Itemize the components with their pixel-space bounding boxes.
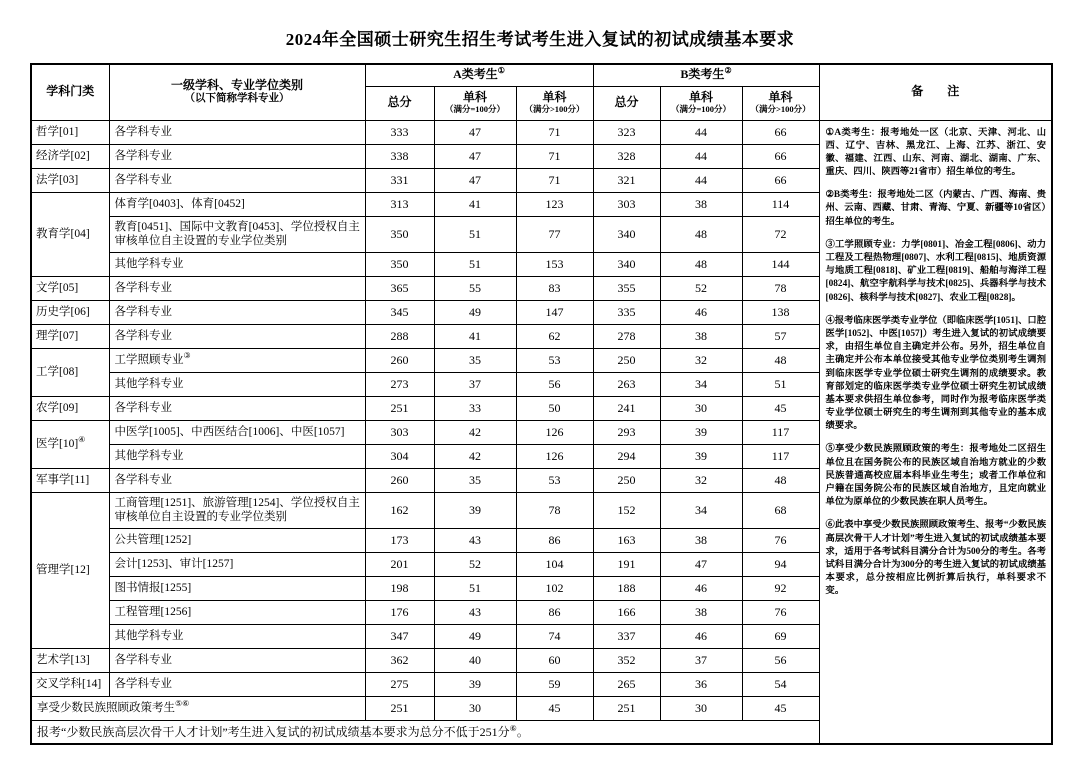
score-cell: 59 [516, 672, 593, 696]
single-label: 单科 [768, 90, 793, 105]
score-cell: 263 [593, 372, 660, 396]
score-cell: 241 [593, 396, 660, 420]
score-cell: 293 [593, 420, 660, 444]
score-cell: 30 [660, 696, 742, 720]
score-cell: 34 [660, 372, 742, 396]
score-cell: 273 [365, 372, 434, 396]
category-cell: 军事学[11] [31, 468, 109, 492]
score-cell: 71 [516, 168, 593, 192]
score-cell: 44 [660, 168, 742, 192]
discipline-cell: 其他学科专业 [109, 444, 365, 468]
header-a-single-eq100 [434, 86, 516, 120]
score-cell: 45 [742, 396, 819, 420]
score-cell: 53 [516, 468, 593, 492]
discipline-cell: 各学科专业 [109, 672, 365, 696]
score-cell: 72 [742, 216, 819, 252]
score-cell: 104 [516, 552, 593, 576]
discipline-cell [109, 348, 365, 372]
header-a-single-gt100 [516, 86, 593, 120]
score-cell: 52 [434, 552, 516, 576]
header-b-single-gt100 [742, 86, 819, 120]
score-cell: 41 [434, 324, 516, 348]
score-cell: 188 [593, 576, 660, 600]
score-cell: 138 [742, 300, 819, 324]
score-cell: 60 [516, 648, 593, 672]
score-cell: 304 [365, 444, 434, 468]
score-cell: 313 [365, 192, 434, 216]
score-cell: 275 [365, 672, 434, 696]
score-cell: 260 [365, 348, 434, 372]
score-cell: 191 [593, 552, 660, 576]
score-cell: 49 [434, 300, 516, 324]
category-cell: 哲学[01] [31, 120, 109, 144]
group-a-label: A类考生 [453, 67, 498, 82]
score-cell: 265 [593, 672, 660, 696]
discipline-cell: 各学科专业 [109, 468, 365, 492]
discipline-cell: 教育[0451]、国际中文教育[0453]、学位授权自主审核单位自主设置的专业学位类别 [109, 216, 365, 252]
score-cell: 323 [593, 120, 660, 144]
score-cell: 52 [660, 276, 742, 300]
score-cell: 335 [593, 300, 660, 324]
single-gt100-sub: （满分>100分） [524, 104, 585, 115]
header-subject-category: 学科门类 [31, 64, 109, 120]
header-notes: 备 注 [819, 64, 1052, 120]
score-cell: 71 [516, 120, 593, 144]
footer-note-period: 。 [516, 725, 529, 740]
score-cell: 117 [742, 420, 819, 444]
score-cell: 86 [516, 528, 593, 552]
category-cell: 历史学[06] [31, 300, 109, 324]
category-cell: 艺术学[13] [31, 648, 109, 672]
score-cell: 38 [660, 600, 742, 624]
discipline-cell: 各学科专业 [109, 396, 365, 420]
score-cell: 62 [516, 324, 593, 348]
score-cell: 144 [742, 252, 819, 276]
single-eq100-sub: （满分=100分） [670, 104, 732, 115]
score-cell: 176 [365, 600, 434, 624]
score-cell: 38 [660, 192, 742, 216]
score-cell: 50 [516, 396, 593, 420]
footnote-mark: ⑤⑥ [175, 698, 190, 708]
score-cell: 303 [593, 192, 660, 216]
score-cell: 114 [742, 192, 819, 216]
score-cell: 260 [365, 468, 434, 492]
score-cell: 333 [365, 120, 434, 144]
score-cell: 45 [516, 696, 593, 720]
score-cell: 36 [660, 672, 742, 696]
score-cell: 30 [660, 396, 742, 420]
score-cell: 49 [434, 624, 516, 648]
single-gt100-sub: （满分>100分） [750, 104, 811, 115]
score-cell: 198 [365, 576, 434, 600]
score-cell: 68 [742, 492, 819, 528]
score-cell: 77 [516, 216, 593, 252]
score-cell: 345 [365, 300, 434, 324]
discipline-cell: 中医学[1005]、中西医结合[1006]、中医[1057] [109, 420, 365, 444]
group-a-footnote-mark: ① [497, 66, 505, 76]
discipline-cell: 会计[1253]、审计[1257] [109, 552, 365, 576]
score-cell: 278 [593, 324, 660, 348]
score-cell: 152 [593, 492, 660, 528]
header-group-b [593, 64, 819, 86]
score-cell: 76 [742, 600, 819, 624]
score-cell: 251 [365, 696, 434, 720]
table-row [31, 120, 1052, 144]
score-cell: 48 [660, 216, 742, 252]
score-table [30, 63, 1053, 745]
score-cell: 201 [365, 552, 434, 576]
score-cell: 46 [660, 300, 742, 324]
discipline-cell: 各学科专业 [109, 300, 365, 324]
notes-cell [819, 120, 1052, 744]
score-cell: 251 [593, 696, 660, 720]
score-cell: 147 [516, 300, 593, 324]
discipline-cell: 各学科专业 [109, 648, 365, 672]
score-cell: 46 [660, 576, 742, 600]
note-paragraph: ②B类考生：报考地处二区（内蒙古、广西、海南、贵州、云南、西藏、甘肃、青海、宁夏、新疆等10省区）招生单位的考生。 [825, 190, 1047, 227]
discipline-cell: 其他学科专业 [109, 372, 365, 396]
score-cell: 39 [660, 444, 742, 468]
score-cell: 48 [660, 252, 742, 276]
score-cell: 337 [593, 624, 660, 648]
single-label: 单科 [462, 90, 487, 105]
score-cell: 33 [434, 396, 516, 420]
score-cell: 47 [434, 120, 516, 144]
score-cell: 173 [365, 528, 434, 552]
header-discipline-line2: （以下简称学科专业） [184, 93, 290, 105]
score-cell: 163 [593, 528, 660, 552]
score-cell: 44 [660, 120, 742, 144]
page-title: 2024年全国硕士研究生招生考试考生进入复试的初试成绩基本要求 [285, 30, 795, 49]
header-b-single-eq100 [660, 86, 742, 120]
discipline-cell: 图书情报[1255] [109, 576, 365, 600]
score-cell: 328 [593, 144, 660, 168]
score-cell: 74 [516, 624, 593, 648]
score-cell: 303 [365, 420, 434, 444]
score-cell: 39 [434, 492, 516, 528]
score-cell: 250 [593, 348, 660, 372]
score-cell: 166 [593, 600, 660, 624]
minority-policy-row-label [31, 696, 365, 720]
score-cell: 42 [434, 444, 516, 468]
category-cell: 管理学[12] [31, 492, 109, 648]
category-cell: 教育学[04] [31, 192, 109, 276]
header-group-a [365, 64, 593, 86]
score-cell: 35 [434, 348, 516, 372]
score-cell: 51 [742, 372, 819, 396]
category-cell: 经济学[02] [31, 144, 109, 168]
score-cell: 39 [660, 420, 742, 444]
score-cell: 47 [660, 552, 742, 576]
discipline-cell: 其他学科专业 [109, 252, 365, 276]
score-cell: 35 [434, 468, 516, 492]
score-cell: 51 [434, 252, 516, 276]
score-cell: 41 [434, 192, 516, 216]
score-cell: 338 [365, 144, 434, 168]
score-cell: 321 [593, 168, 660, 192]
score-cell: 34 [660, 492, 742, 528]
score-cell: 66 [742, 168, 819, 192]
score-cell: 71 [516, 144, 593, 168]
score-cell: 153 [516, 252, 593, 276]
discipline-cell: 各学科专业 [109, 324, 365, 348]
score-cell: 365 [365, 276, 434, 300]
score-cell: 294 [593, 444, 660, 468]
score-cell: 37 [434, 372, 516, 396]
header-b-total: 总分 [593, 86, 660, 120]
score-cell: 38 [660, 528, 742, 552]
score-cell: 32 [660, 348, 742, 372]
score-cell: 45 [742, 696, 819, 720]
discipline-cell: 各学科专业 [109, 120, 365, 144]
score-cell: 83 [516, 276, 593, 300]
header-discipline [109, 64, 365, 120]
score-cell: 57 [742, 324, 819, 348]
score-cell: 56 [516, 372, 593, 396]
header-row-1 [31, 64, 1052, 86]
score-cell: 47 [434, 144, 516, 168]
footnote-mark: ④ [78, 434, 86, 444]
score-cell: 43 [434, 528, 516, 552]
discipline-cell: 工程管理[1256] [109, 600, 365, 624]
score-cell: 362 [365, 648, 434, 672]
score-cell: 78 [742, 276, 819, 300]
header-discipline-line1: 一级学科、专业学位类别 [170, 78, 303, 93]
score-cell: 56 [742, 648, 819, 672]
score-cell: 126 [516, 420, 593, 444]
score-cell: 347 [365, 624, 434, 648]
discipline-cell: 各学科专业 [109, 276, 365, 300]
single-label: 单科 [542, 90, 567, 105]
score-cell: 48 [742, 468, 819, 492]
score-cell: 51 [434, 216, 516, 252]
discipline-cell: 公共管理[1252] [109, 528, 365, 552]
score-cell: 66 [742, 144, 819, 168]
footer-note-text: 报考“少数民族高层次骨干人才计划”考生进入复试的初试成绩基本要求为总分不低于251分 [37, 725, 510, 740]
score-cell: 38 [660, 324, 742, 348]
footer-note [31, 720, 819, 744]
note-paragraph: ④报考临床医学类专业学位（即临床医学[1051]、口腔医学[1052]、中医[1057]）考生进入复试的初试成绩要求，由招生单位自主确定并公布。另外，招生单位自主确定并公布本单位接受其他专业学位类别考生调剂到临床医学专业学位硕士研究生调剂的成绩要求。教育部划定的临床医学类专业学位硕士研究生初试成绩基本要求供招生单位参考，同时作为报考临床医学类专业学位硕士研究生的考生调剂到其他专业的基本成绩要求。 [825, 315, 1047, 432]
discipline-cell: 体育学[0403]、体育[0452] [109, 192, 365, 216]
score-cell: 43 [434, 600, 516, 624]
score-cell: 331 [365, 168, 434, 192]
category-cell: 法学[03] [31, 168, 109, 192]
score-cell: 355 [593, 276, 660, 300]
footnote-mark: ③ [183, 350, 191, 360]
score-cell: 53 [516, 348, 593, 372]
category-cell: 交叉学科[14] [31, 672, 109, 696]
score-cell: 54 [742, 672, 819, 696]
category-label: 医学[10] [36, 437, 79, 450]
score-cell: 126 [516, 444, 593, 468]
note-paragraph: ①A类考生：报考地处一区（北京、天津、河北、山西、辽宁、吉林、黑龙江、上海、江苏、浙江、安徽、福建、江西、山东、河南、湖北、湖南、广东、重庆、四川、陕西等21省市）招生单位的考生。 [825, 127, 1047, 178]
score-cell: 94 [742, 552, 819, 576]
score-cell: 46 [660, 624, 742, 648]
score-cell: 162 [365, 492, 434, 528]
score-cell: 30 [434, 696, 516, 720]
score-cell: 86 [516, 600, 593, 624]
score-cell: 78 [516, 492, 593, 528]
score-cell: 42 [434, 420, 516, 444]
score-cell: 288 [365, 324, 434, 348]
discipline-cell: 各学科专业 [109, 144, 365, 168]
score-cell: 66 [742, 120, 819, 144]
score-cell: 47 [434, 168, 516, 192]
discipline-label: 工学照顾专业 [114, 353, 184, 366]
note-paragraph: ③工学照顾专业：力学[0801]、冶金工程[0806]、动力工程及工程热物理[0807]、水利工程[0815]、地质资源与地质工程[0818]、矿业工程[0819]、船舶与海洋工程[0824]、航空宇航科学与技术[0825]、兵器科学与技术[0826]、核科学与技术[0827]、农业工程[0828]。 [825, 239, 1047, 303]
single-eq100-sub: （满分=100分） [444, 104, 506, 115]
score-cell: 350 [365, 216, 434, 252]
category-cell [31, 420, 109, 468]
score-cell: 48 [742, 348, 819, 372]
group-b-label: B类考生 [680, 67, 725, 82]
discipline-cell: 各学科专业 [109, 168, 365, 192]
score-cell: 92 [742, 576, 819, 600]
score-cell: 37 [660, 648, 742, 672]
single-label: 单科 [689, 90, 714, 105]
score-cell: 340 [593, 252, 660, 276]
score-cell: 55 [434, 276, 516, 300]
score-cell: 32 [660, 468, 742, 492]
category-cell: 文学[05] [31, 276, 109, 300]
note-paragraph: ⑥此表中享受少数民族照顾政策考生、报考“少数民族高层次骨干人才计划”考生进入复试的初试成绩基本要求，适用于各考试科目满分合计为500分的考生。各考试科目满分合计为300分的考生进入复试的初试成绩基本要求，总分按相应比例折算后执行，单科要求不变。 [825, 520, 1047, 597]
score-cell: 352 [593, 648, 660, 672]
score-cell: 69 [742, 624, 819, 648]
score-cell: 123 [516, 192, 593, 216]
score-cell: 51 [434, 576, 516, 600]
footnote-mark: ⑥ [509, 724, 517, 734]
score-cell: 76 [742, 528, 819, 552]
score-cell: 340 [593, 216, 660, 252]
score-cell: 350 [365, 252, 434, 276]
score-cell: 40 [434, 648, 516, 672]
score-cell: 102 [516, 576, 593, 600]
score-cell: 117 [742, 444, 819, 468]
score-cell: 251 [365, 396, 434, 420]
category-cell: 理学[07] [31, 324, 109, 348]
discipline-cell: 其他学科专业 [109, 624, 365, 648]
group-b-footnote-mark: ② [724, 66, 732, 76]
note-paragraph: ⑤享受少数民族照顾政策的考生：报考地处二区招生单位且在国务院公布的民族区域自治地方就业的少数民族普通高校应届本科毕业生考生；或者工作单位和户籍在国务院公布的民族区域自治地方，且定向就业单位为原单位的少数民族在职人员考生。 [825, 444, 1047, 508]
discipline-cell: 工商管理[1251]、旅游管理[1254]、学位授权自主审核单位自主设置的专业学位类别 [109, 492, 365, 528]
minority-policy-label: 享受少数民族照顾政策考生 [37, 701, 175, 714]
score-cell: 44 [660, 144, 742, 168]
category-cell: 工学[08] [31, 348, 109, 396]
score-cell: 39 [434, 672, 516, 696]
category-cell: 农学[09] [31, 396, 109, 420]
header-a-total: 总分 [365, 86, 434, 120]
score-cell: 250 [593, 468, 660, 492]
